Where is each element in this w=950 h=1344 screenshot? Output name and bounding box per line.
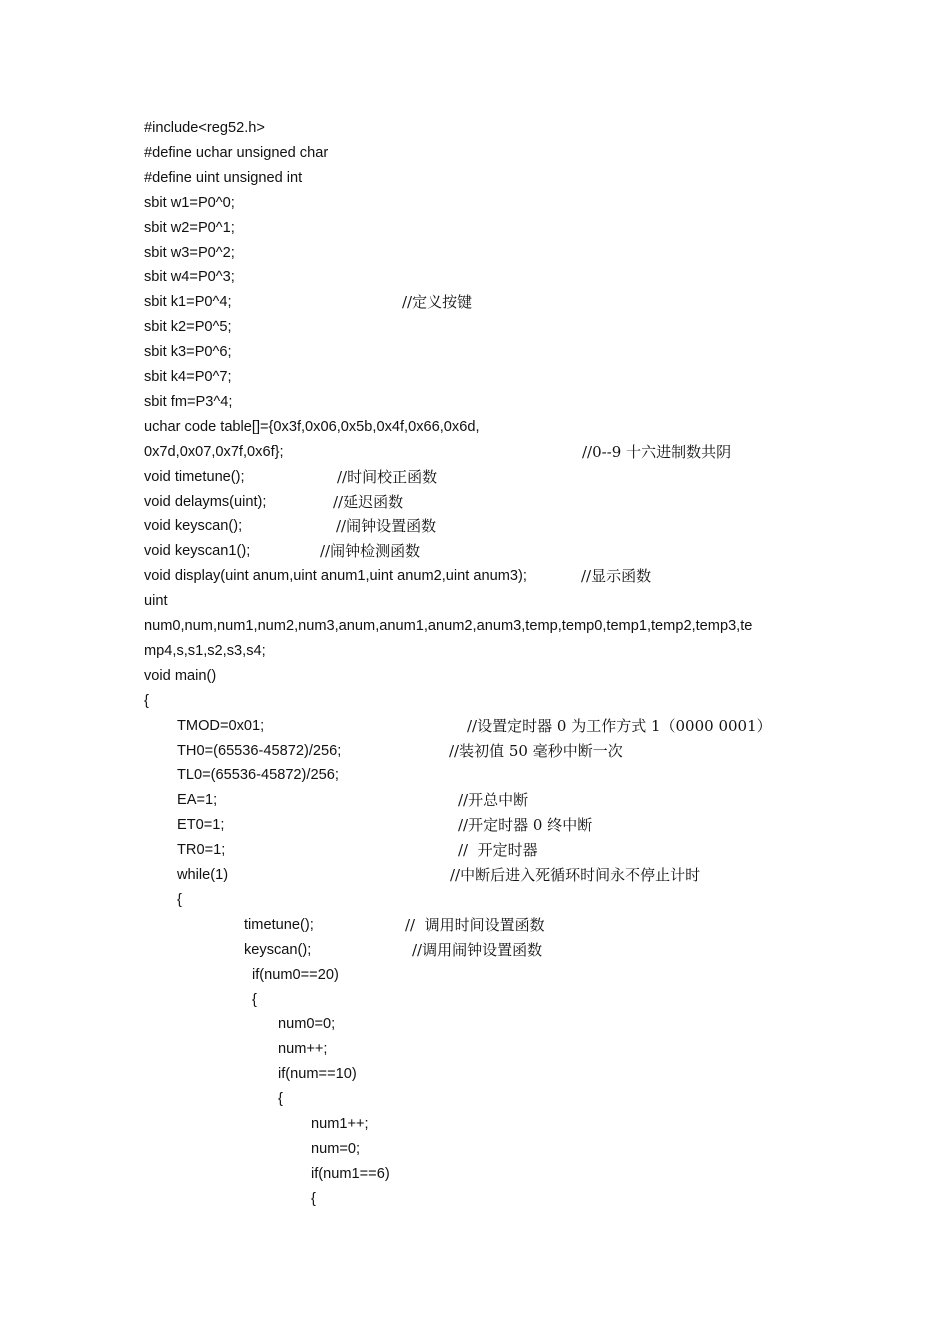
code-line: [311, 1137, 910, 1162]
code-line: [144, 216, 910, 241]
code-text: {: [278, 1091, 283, 1108]
code-line: [144, 539, 910, 564]
code-text: ET0=1;: [177, 817, 225, 834]
code-line: [311, 1187, 910, 1212]
code-text: sbit k3=P0^6;: [144, 344, 232, 361]
code-text: num++;: [278, 1041, 328, 1058]
code-comment: //设置定时器 0 为工作方式 1（0000 0001）: [467, 716, 772, 735]
code-line: [144, 564, 910, 589]
code-comment: //闹钟检测函数: [320, 542, 421, 561]
code-text: num=0;: [311, 1140, 361, 1157]
code-text: 0x7d,0x07,0x7f,0x6f};: [144, 443, 284, 460]
code-text: void keyscan();: [144, 518, 243, 535]
code-line: [144, 639, 910, 664]
code-text: #define uint unsigned int: [144, 169, 303, 186]
code-comment: //显示函数: [581, 567, 652, 586]
code-comment: //闹钟设置函数: [336, 517, 437, 536]
code-text: if(num==10): [278, 1066, 357, 1083]
code-line: [144, 265, 910, 290]
code-line: [177, 788, 910, 813]
code-line: [177, 888, 910, 913]
code-line: [144, 141, 910, 166]
code-comment: // 调用时间设置函数: [405, 915, 545, 934]
code-text: sbit fm=P3^4;: [144, 393, 233, 410]
code-line: [144, 514, 910, 539]
code-line: [311, 1162, 910, 1187]
code-line: [144, 166, 910, 191]
code-line: [144, 614, 910, 639]
code-line: [278, 1087, 910, 1112]
code-text: void main(): [144, 667, 217, 684]
code-text: void keyscan1();: [144, 543, 251, 560]
code-line: [252, 963, 910, 988]
code-text: EA=1;: [177, 792, 218, 809]
code-line: [177, 838, 910, 863]
code-text: #define uchar unsigned char: [144, 144, 329, 161]
code-line: [144, 290, 910, 315]
code-text: void delayms(uint);: [144, 493, 267, 510]
code-text: TH0=(65536-45872)/256;: [177, 742, 342, 759]
code-line: [144, 191, 910, 216]
code-line: [244, 938, 910, 963]
code-text: sbit k2=P0^5;: [144, 319, 232, 336]
code-line: [144, 116, 910, 141]
code-line: [177, 714, 910, 739]
code-comment: //中断后进入死循环时间永不停止计时: [450, 866, 701, 884]
code-text: keyscan();: [244, 941, 312, 958]
code-comment: //调用闹钟设置函数: [412, 940, 543, 959]
code-line: [311, 1112, 910, 1137]
code-text: {: [252, 991, 257, 1008]
code-line: [177, 739, 910, 764]
code-line: [144, 415, 910, 440]
code-line: [144, 589, 910, 614]
code-text: sbit w4=P0^3;: [144, 269, 235, 286]
code-comment: //开定时器 0 终中断: [458, 816, 593, 835]
code-line: [177, 863, 910, 888]
code-comment: //时间校正函数: [337, 467, 438, 486]
code-line: [144, 440, 910, 465]
code-text: sbit k1=P0^4;: [144, 294, 232, 311]
code-line: [144, 490, 910, 515]
code-line: [278, 1012, 910, 1037]
code-comment: //开总中断: [458, 791, 529, 810]
code-text: #include<reg52.h>: [144, 120, 265, 136]
code-line: [278, 1037, 910, 1062]
code-text: timetune();: [244, 916, 314, 933]
code-text: if(num1==6): [311, 1165, 390, 1182]
code-line: [252, 988, 910, 1013]
code-line: [144, 365, 910, 390]
code-comment: //定义按键: [402, 293, 473, 312]
code-text: sbit w2=P0^1;: [144, 219, 235, 236]
code-line: [144, 689, 910, 714]
code-text: uchar code table[]={0x3f,0x06,0x5b,0x4f,0x66,0x6d,: [144, 418, 480, 435]
code-line: [144, 390, 910, 415]
code-text: void timetune();: [144, 468, 245, 485]
code-text: TMOD=0x01;: [177, 717, 265, 734]
code-line: [244, 913, 910, 938]
code-text: TR0=1;: [177, 842, 226, 859]
code-line: [144, 315, 910, 340]
code-text: if(num0==20): [252, 966, 339, 983]
code-comment: // 开定时器: [458, 841, 538, 860]
code-text: TL0=(65536-45872)/256;: [177, 767, 339, 784]
code-comment: //装初值 50 毫秒中断一次: [449, 741, 623, 760]
code-line: [177, 813, 910, 838]
code-text: num1++;: [311, 1116, 369, 1132]
code-text: {: [177, 891, 182, 908]
code-text: {: [144, 692, 149, 709]
code-line: [177, 763, 910, 788]
code-comment: //延迟函数: [333, 492, 404, 511]
code-text: num0=0;: [278, 1016, 336, 1033]
code-text: sbit k4=P0^7;: [144, 369, 232, 385]
code-text: sbit w3=P0^2;: [144, 244, 235, 261]
code-line: [144, 241, 910, 266]
code-line: [144, 340, 910, 365]
code-text: {: [311, 1190, 316, 1207]
code-text: while(1): [177, 867, 229, 883]
code-text: sbit w1=P0^0;: [144, 194, 235, 211]
code-line: [144, 465, 910, 490]
code-line: [278, 1062, 910, 1087]
code-line: [144, 664, 910, 689]
code-text: uint: [144, 593, 168, 610]
code-text: num0,num,num1,num2,num3,anum,anum1,anum2,anum3,temp,temp0,temp1,temp2,temp3,te: [144, 618, 753, 634]
code-text: void display(uint anum,uint anum1,uint anum2,uint anum3);: [144, 568, 527, 585]
code-comment: //0--9 十六进制数共阴: [582, 442, 732, 461]
code-text: mp4,s,s1,s2,s3,s4;: [144, 642, 266, 659]
